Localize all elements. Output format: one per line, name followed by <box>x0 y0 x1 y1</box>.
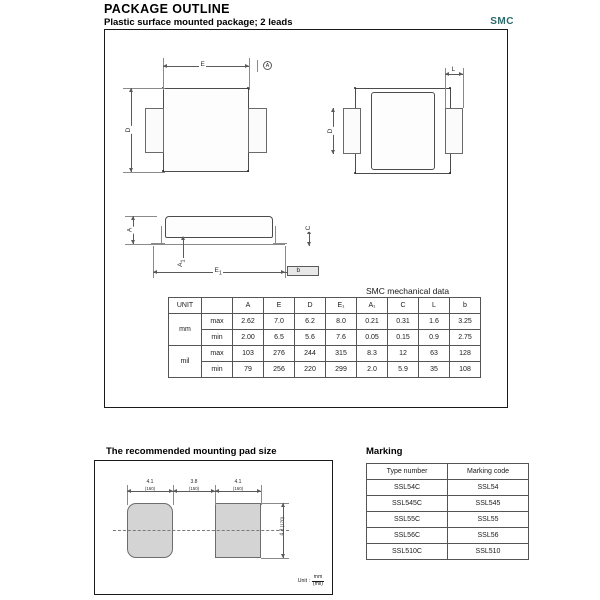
top-view-body <box>163 88 249 172</box>
column-header <box>202 298 233 314</box>
table-row <box>169 362 481 378</box>
dim-label-E: E <box>200 61 205 68</box>
column-header: E₁ <box>326 298 357 314</box>
value-cell: 1.6 <box>419 314 450 330</box>
bottom-view-body <box>371 92 435 170</box>
unit-note-fraction: $\frac{mm}{\text{(mil)}}$ <box>312 574 323 587</box>
column-header: D <box>295 298 326 314</box>
value-cell: 7.6 <box>326 330 357 346</box>
value-cell: 8.3 <box>357 346 388 362</box>
type-number-cell: SSL55C <box>367 512 448 528</box>
value-cell: 256 <box>264 362 295 378</box>
limit-cell: min <box>202 362 233 378</box>
dim-arrow <box>245 64 249 68</box>
column-header: b <box>450 298 481 314</box>
value-cell: 63 <box>419 346 450 362</box>
table-row <box>367 496 529 512</box>
unit-cell: mil <box>169 346 202 378</box>
value-cell: 8.0 <box>326 314 357 330</box>
dim-arrow <box>331 108 335 112</box>
mounting-pad-heading: The recommended mounting pad size <box>106 446 277 457</box>
value-cell: 128 <box>450 346 481 362</box>
type-number-cell: SSL510C <box>367 544 448 560</box>
dim-arrow <box>163 64 167 68</box>
value-cell: 2.62 <box>233 314 264 330</box>
limit-cell: max <box>202 314 233 330</box>
dim-ext-line <box>285 246 286 278</box>
top-view-lead-left <box>145 108 164 153</box>
top-view-corner-dot <box>247 170 249 172</box>
table-row <box>367 528 529 544</box>
value-cell: 244 <box>295 346 326 362</box>
dim-arrow <box>131 240 135 244</box>
column-header: A₁ <box>357 298 388 314</box>
table-row <box>169 346 481 362</box>
column-header: C <box>388 298 419 314</box>
dim-arrow <box>153 270 157 274</box>
dim-arrow <box>331 150 335 154</box>
pad-centerline <box>113 530 289 531</box>
table-row <box>169 314 481 330</box>
dim-arrow <box>307 242 311 246</box>
dim-label-D: D <box>124 127 132 133</box>
pad-dim-right: 4.1 (160) <box>232 479 244 491</box>
table-header-row <box>169 298 481 314</box>
value-cell: 79 <box>233 362 264 378</box>
value-cell: 2.00 <box>233 330 264 346</box>
table-row <box>367 512 529 528</box>
side-view-lead-right <box>275 226 276 244</box>
dim-ext-line <box>261 485 262 505</box>
dim-label-A: A <box>126 227 134 233</box>
value-cell: 276 <box>264 346 295 362</box>
page-subtitle: Plastic surface mounted package; 2 leads <box>104 17 293 28</box>
dim-label-E1: $E_1$ <box>214 267 222 277</box>
table-row <box>367 544 529 560</box>
dim-arrow <box>445 72 449 76</box>
value-cell: 220 <box>295 362 326 378</box>
value-cell: 12 <box>388 346 419 362</box>
value-cell: 108 <box>450 362 481 378</box>
corner-mark-icon: A <box>263 61 272 70</box>
marking-heading: Marking <box>366 446 403 457</box>
value-cell: 0.31 <box>388 314 419 330</box>
marking-code-cell: SSL54 <box>448 480 529 496</box>
type-number-cell: SSL56C <box>367 528 448 544</box>
dim-arrow <box>281 554 285 558</box>
marking-code-cell: SSL55 <box>448 512 529 528</box>
top-view-lead-right <box>248 108 267 153</box>
dim-arrow <box>215 489 219 493</box>
dim-ext-line <box>257 60 258 72</box>
column-header-type-number: Type number <box>367 464 448 480</box>
page-header <box>104 2 524 29</box>
dim-label-A1: $A_1$ <box>177 259 187 267</box>
column-header-marking-code: Marking code <box>448 464 529 480</box>
value-cell: 0.05 <box>357 330 388 346</box>
dim-arrow <box>127 489 131 493</box>
table-header-row <box>367 464 529 480</box>
bottom-view-corner-dot <box>449 172 451 174</box>
unit-cell: mm <box>169 314 202 346</box>
limit-cell: max <box>202 346 233 362</box>
pad-dim-left: 4.1 (160) <box>144 479 156 491</box>
side-view-body <box>165 216 273 238</box>
value-cell: 2.75 <box>450 330 481 346</box>
dim-ext-line <box>125 216 157 217</box>
side-view-lead-plane <box>153 244 285 245</box>
value-cell: 0.21 <box>357 314 388 330</box>
marking-code-cell: SSL510 <box>448 544 529 560</box>
column-header: E <box>264 298 295 314</box>
bottom-view-lead-left <box>343 108 361 154</box>
table-row <box>169 330 481 346</box>
dim-ext-line <box>125 244 157 245</box>
dim-ext-line <box>261 558 289 559</box>
value-cell: 6.2 <box>295 314 326 330</box>
type-number-cell: SSL54C <box>367 480 448 496</box>
value-cell: 6.5 <box>264 330 295 346</box>
value-cell: 0.9 <box>419 330 450 346</box>
dim-arrow <box>129 168 133 172</box>
unit-note-label: Unit : <box>297 578 310 585</box>
dim-ext-line <box>463 68 464 108</box>
dim-label-L: L <box>451 66 456 73</box>
dim-label-D2: D <box>326 128 334 134</box>
value-cell: 35 <box>419 362 450 378</box>
mounting-pad-panel <box>94 460 333 595</box>
mechanical-data-caption: SMC mechanical data <box>366 286 450 296</box>
value-cell: 5.9 <box>388 362 419 378</box>
pad-dim-vertical: 4.3 (170) <box>279 517 286 536</box>
value-cell: 315 <box>326 346 357 362</box>
dim-ext-line <box>261 503 289 504</box>
dim-label-C: C <box>304 225 312 231</box>
value-cell: 0.15 <box>388 330 419 346</box>
column-header: A <box>233 298 264 314</box>
column-header: L <box>419 298 450 314</box>
bottom-view-lead-right <box>445 108 463 154</box>
value-cell: 2.0 <box>357 362 388 378</box>
side-view-lead-foot-right <box>273 243 287 244</box>
dim-arrow <box>459 72 463 76</box>
dim-ext-line <box>123 172 165 173</box>
lead-width-detail-box <box>287 266 319 276</box>
type-number-cell: SSL545C <box>367 496 448 512</box>
unit-note <box>298 575 324 587</box>
value-cell: 3.25 <box>450 314 481 330</box>
dim-leader <box>273 272 287 273</box>
dim-label-b: b <box>296 267 301 274</box>
package-code-label: SMC <box>490 16 514 27</box>
page-title: PACKAGE OUTLINE <box>104 2 230 16</box>
limit-cell: min <box>202 330 233 346</box>
value-cell: 7.0 <box>264 314 295 330</box>
dim-arrow <box>257 489 261 493</box>
side-view-lead-left <box>161 226 162 244</box>
dim-line-A1 <box>183 238 184 258</box>
table-row <box>367 480 529 496</box>
marking-table <box>366 463 529 560</box>
value-cell: 299 <box>326 362 357 378</box>
dim-arrow <box>131 216 135 220</box>
mechanical-data-table <box>168 297 481 378</box>
value-cell: 103 <box>233 346 264 362</box>
value-cell: 5.6 <box>295 330 326 346</box>
dim-arrow <box>181 236 185 240</box>
dim-arrow <box>129 88 133 92</box>
marking-code-cell: SSL56 <box>448 528 529 544</box>
pad-dim-gap: 3.8 (150) <box>188 479 200 491</box>
dim-arrow <box>173 489 177 493</box>
marking-code-cell: SSL545 <box>448 496 529 512</box>
column-header: UNIT <box>169 298 202 314</box>
dim-ext-line <box>249 58 250 90</box>
